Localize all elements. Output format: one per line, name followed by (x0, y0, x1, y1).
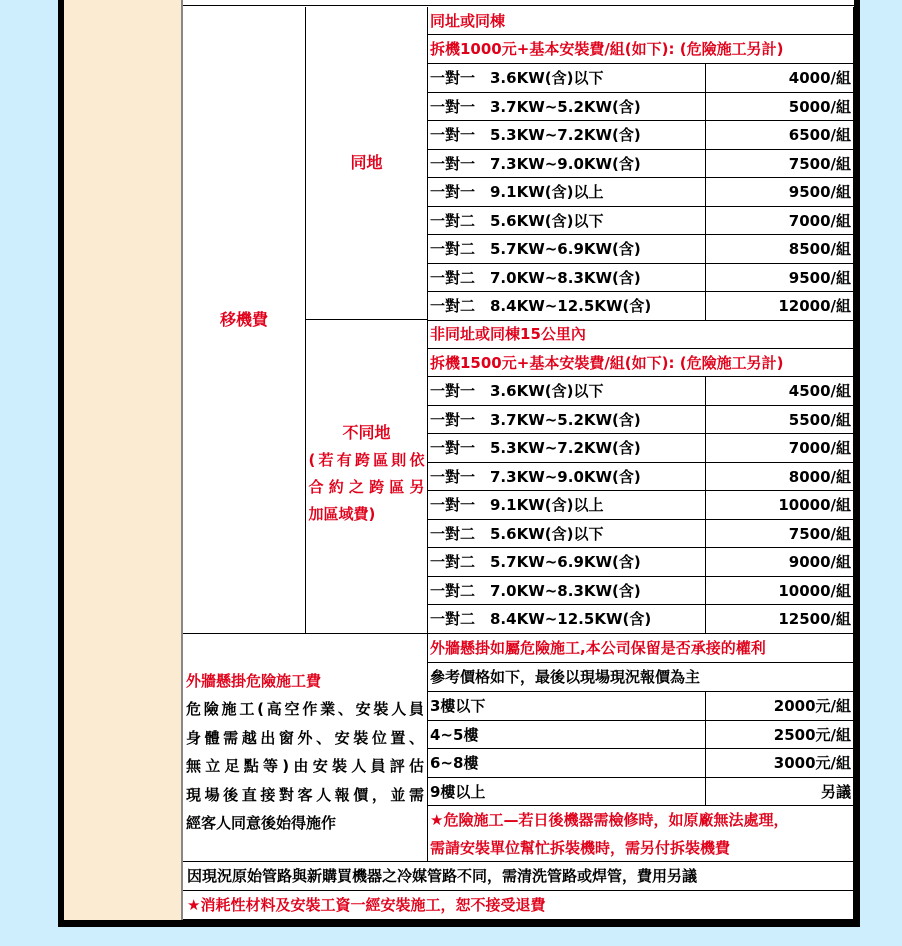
diff-site-header-2: 拆機1500元+基本安裝費/組(如下): (危險施工另計) (428, 349, 854, 377)
diff-site-row-price: 8000/組 (706, 463, 854, 492)
same-site-row-item: 一對二 5.7KW~6.9KW(含) (428, 235, 706, 264)
same-site-header-1: 同址或同棟 (428, 7, 854, 35)
diff-site-row-price: 10000/組 (706, 491, 854, 520)
diff-site-row-item: 一對一 7.3KW~9.0KW(含) (428, 463, 706, 492)
hazard-title: 外牆懸掛危險施工費 (186, 672, 322, 690)
diff-site-note-line: (若有跨區則依 (308, 450, 425, 469)
footer-line-1: 因現況原始管路與新購買機器之冷媒管路不同，需清洗管路或焊管，費用另議 (183, 862, 854, 891)
same-site-row-price: 12000/組 (706, 292, 854, 321)
same-site-row-price: 8500/組 (706, 235, 854, 264)
same-site-row-price: 6500/組 (706, 121, 854, 150)
hazard-note-line-1: ★危險施工—若日後機器需檢修時，如原廠無法處理， (430, 811, 789, 829)
same-site-row-item: 一對一 3.7KW~5.2KW(含) (428, 93, 706, 122)
same-site-row-price: 9500/組 (706, 178, 854, 207)
hazard-header-1: 外牆懸掛如屬危險施工,本公司保留是否承接的權利 (428, 634, 854, 663)
diff-site-row-price: 9000/組 (706, 548, 854, 577)
diff-site-row-item: 一對一 5.3KW~7.2KW(含) (428, 434, 706, 463)
diff-site-row-item: 一對一 3.6KW(含)以下 (428, 377, 706, 406)
diff-site-note-line: 加區域費) (308, 504, 376, 523)
diff-site-row-price: 12500/組 (706, 605, 854, 634)
left-margin-column (64, 0, 183, 920)
hazard-row-price: 2500元/組 (706, 721, 854, 750)
diff-site-row-item: 一對二 8.4KW~12.5KW(含) (428, 605, 706, 634)
hazard-row-price: 2000元/組 (706, 692, 854, 721)
diff-site-row-item: 一對一 3.7KW~5.2KW(含) (428, 406, 706, 435)
diff-site-row-item: 一對二 5.7KW~6.9KW(含) (428, 548, 706, 577)
same-site-row-price: 9500/組 (706, 264, 854, 293)
hazard-desc-line: 身體需越出窗外、安裝位置、 (186, 728, 424, 747)
diff-site-row-item: 一對一 9.1KW(含)以上 (428, 491, 706, 520)
hazard-desc-line: 危險施工(高空作業、安裝人員 (186, 700, 424, 718)
hazard-row-item: 4~5樓 (428, 721, 706, 750)
hazard-row-price: 3000元/組 (706, 749, 854, 778)
move-fee-label: 移機費 (183, 7, 306, 634)
hazard-header-2: 參考價格如下，最後以現場現況報價為主 (428, 663, 854, 692)
diff-site-label: 不同地 (342, 422, 391, 442)
diff-site-note-line: 合約之跨區另 (308, 477, 425, 496)
hazard-desc-line: 經客人同意後始得施作 (186, 814, 337, 832)
hazard-row-item: 3樓以下 (428, 692, 706, 721)
same-site-row-item: 一對二 5.6KW(含)以下 (428, 207, 706, 236)
hazard-desc-line: 無立足點等)由安裝人員評估 (186, 757, 424, 775)
same-site-row-price: 7500/組 (706, 150, 854, 179)
hazard-desc-cell (183, 634, 428, 862)
diff-site-row-item: 一對二 7.0KW~8.3KW(含) (428, 577, 706, 606)
hazard-row-item: 9樓以上 (428, 778, 706, 807)
footer-line-2: ★消耗性材料及安裝工資一經安裝施工，恕不接受退費 (183, 891, 854, 920)
diff-site-label-cell (306, 320, 428, 634)
diff-site-row-price: 4500/組 (706, 377, 854, 406)
same-site-row-item: 一對二 7.0KW~8.3KW(含) (428, 264, 706, 293)
hazard-row-item: 6~8樓 (428, 749, 706, 778)
previous-row-remnant (183, 0, 854, 6)
same-site-row-price: 5000/組 (706, 93, 854, 122)
same-site-label: 同地 (306, 7, 428, 320)
diff-site-row-price: 7000/組 (706, 434, 854, 463)
same-site-row-item: 一對二 8.4KW~12.5KW(含) (428, 292, 706, 321)
same-site-row-item: 一對一 7.3KW~9.0KW(含) (428, 150, 706, 179)
same-site-row-item: 一對一 9.1KW(含)以上 (428, 178, 706, 207)
diff-site-row-price: 7500/組 (706, 520, 854, 549)
same-site-row-item: 一對一 3.6KW(含)以下 (428, 64, 706, 93)
same-site-header-2: 拆機1000元+基本安裝費/組(如下): (危險施工另計) (428, 35, 854, 64)
same-site-row-item: 一對一 5.3KW~7.2KW(含) (428, 121, 706, 150)
same-site-row-price: 7000/組 (706, 207, 854, 236)
diff-site-row-item: 一對二 5.6KW(含)以下 (428, 520, 706, 549)
diff-site-row-price: 5500/組 (706, 406, 854, 435)
hazard-note-cell (428, 806, 854, 862)
diff-site-row-price: 10000/組 (706, 577, 854, 606)
hazard-note-line-2: 需請安裝單位幫忙拆裝機時，需另付拆裝機費 (430, 839, 731, 857)
diff-site-header-1: 非同址或同棟15公里內 (428, 320, 854, 349)
same-site-row-price: 4000/組 (706, 64, 854, 93)
hazard-row-price: 另議 (706, 778, 854, 807)
hazard-desc-line: 現場後直接對客人報價，並需 (186, 785, 424, 804)
